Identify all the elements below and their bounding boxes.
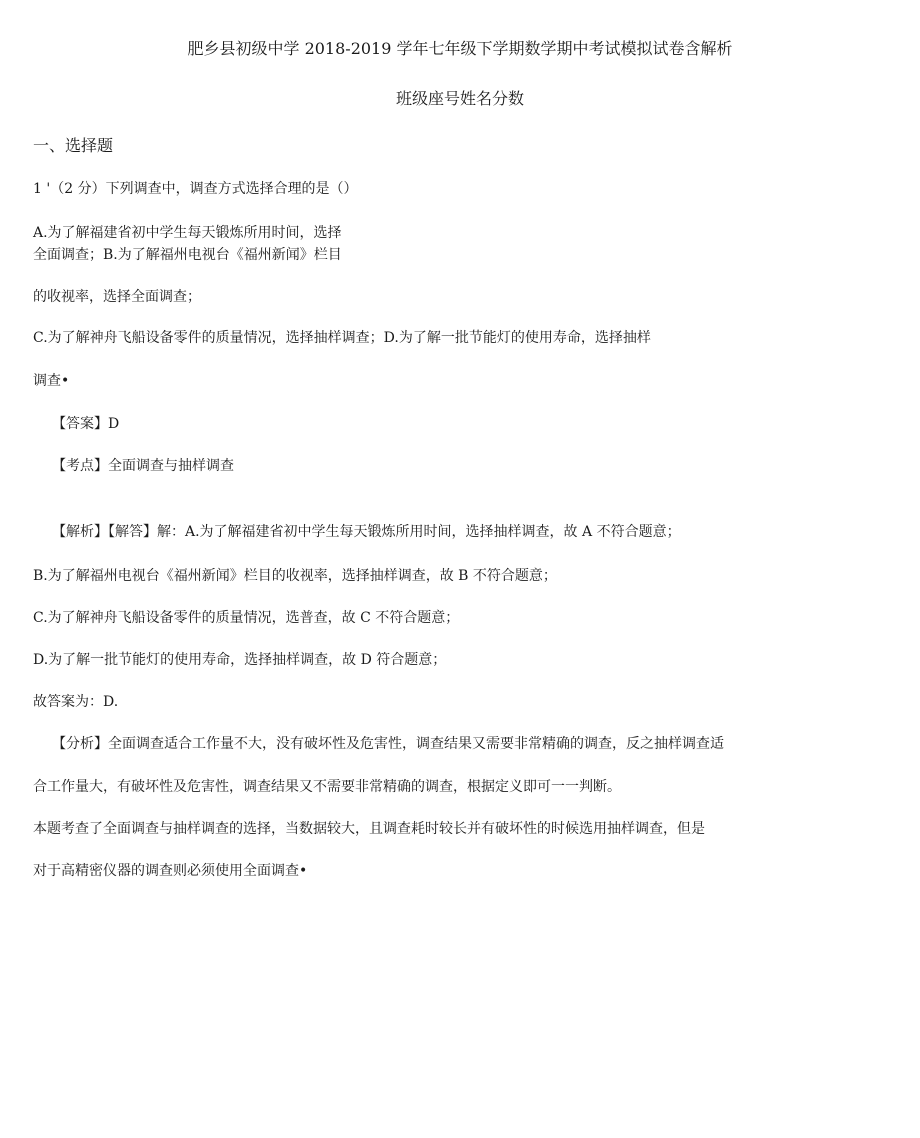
student-info-line: 班级座号姓名分数 <box>395 89 524 108</box>
question-stem: 1 '（2 分）下列调查中，调查方式选择合理的是（） <box>33 181 358 197</box>
summary-line-3: 本题考查了全面调查与抽样调查的选择，当数据较大，且调查耗时较长并有破坏性的时候选用抽样调查，但是 <box>33 821 705 837</box>
analysis-line-2: B.为了解福州电视台《福州新闻》栏目的收视率，选择抽样调查，故 B 不符合题意； <box>33 568 557 584</box>
answer-line: 【答案】D <box>52 416 120 432</box>
analysis-line-1: 【解析】【解答】解：A.为了解福建省初中学生每天锻炼所用时间，选择抽样调查，故 A 不符合题意； <box>52 524 681 540</box>
option-a-line2: 全面调查；B.为了解福州电视台《福州新闻》栏目 <box>33 247 342 263</box>
document-title: 肥乡县初级中学 2018-2019 学年七年级下学期数学期中考试模拟试卷含解析 <box>187 39 733 58</box>
option-b-line2: 的收视率，选择全面调查； <box>33 289 201 305</box>
summary-line-1: 【分析】全面调查适合工作量不大，没有破坏性及危害性，调查结果又需要非常精确的调查，反之抽样调查适 <box>52 736 724 752</box>
section-title: 一、选择题 <box>33 136 114 155</box>
knowledge-point-line: 【考点】全面调查与抽样调查 <box>52 458 234 474</box>
option-cd-line1: C.为了解神舟飞船设备零件的质量情况，选择抽样调查；D.为了解一批节能灯的使用寿命，选择抽样 <box>33 330 651 346</box>
option-a-line1: A.为了解福建省初中学生每天锻炼所用时间，选择 <box>33 225 342 241</box>
analysis-line-4: D.为了解一批节能灯的使用寿命，选择抽样调查，故 D 符合题意； <box>33 652 447 668</box>
option-d-line2: 调查• <box>33 373 70 389</box>
summary-line-2: 合工作量大，有破坏性及危害性，调查结果又不需要非常精确的调查，根据定义即可一一判断。 <box>33 779 621 795</box>
analysis-line-3: C.为了解神舟飞船设备零件的质量情况，选普查，故 C 不符合题意； <box>33 610 460 626</box>
summary-line-4: 对于高精密仪器的调查则必须使用全面调查• <box>33 863 308 879</box>
analysis-line-5: 故答案为：D. <box>33 694 119 710</box>
